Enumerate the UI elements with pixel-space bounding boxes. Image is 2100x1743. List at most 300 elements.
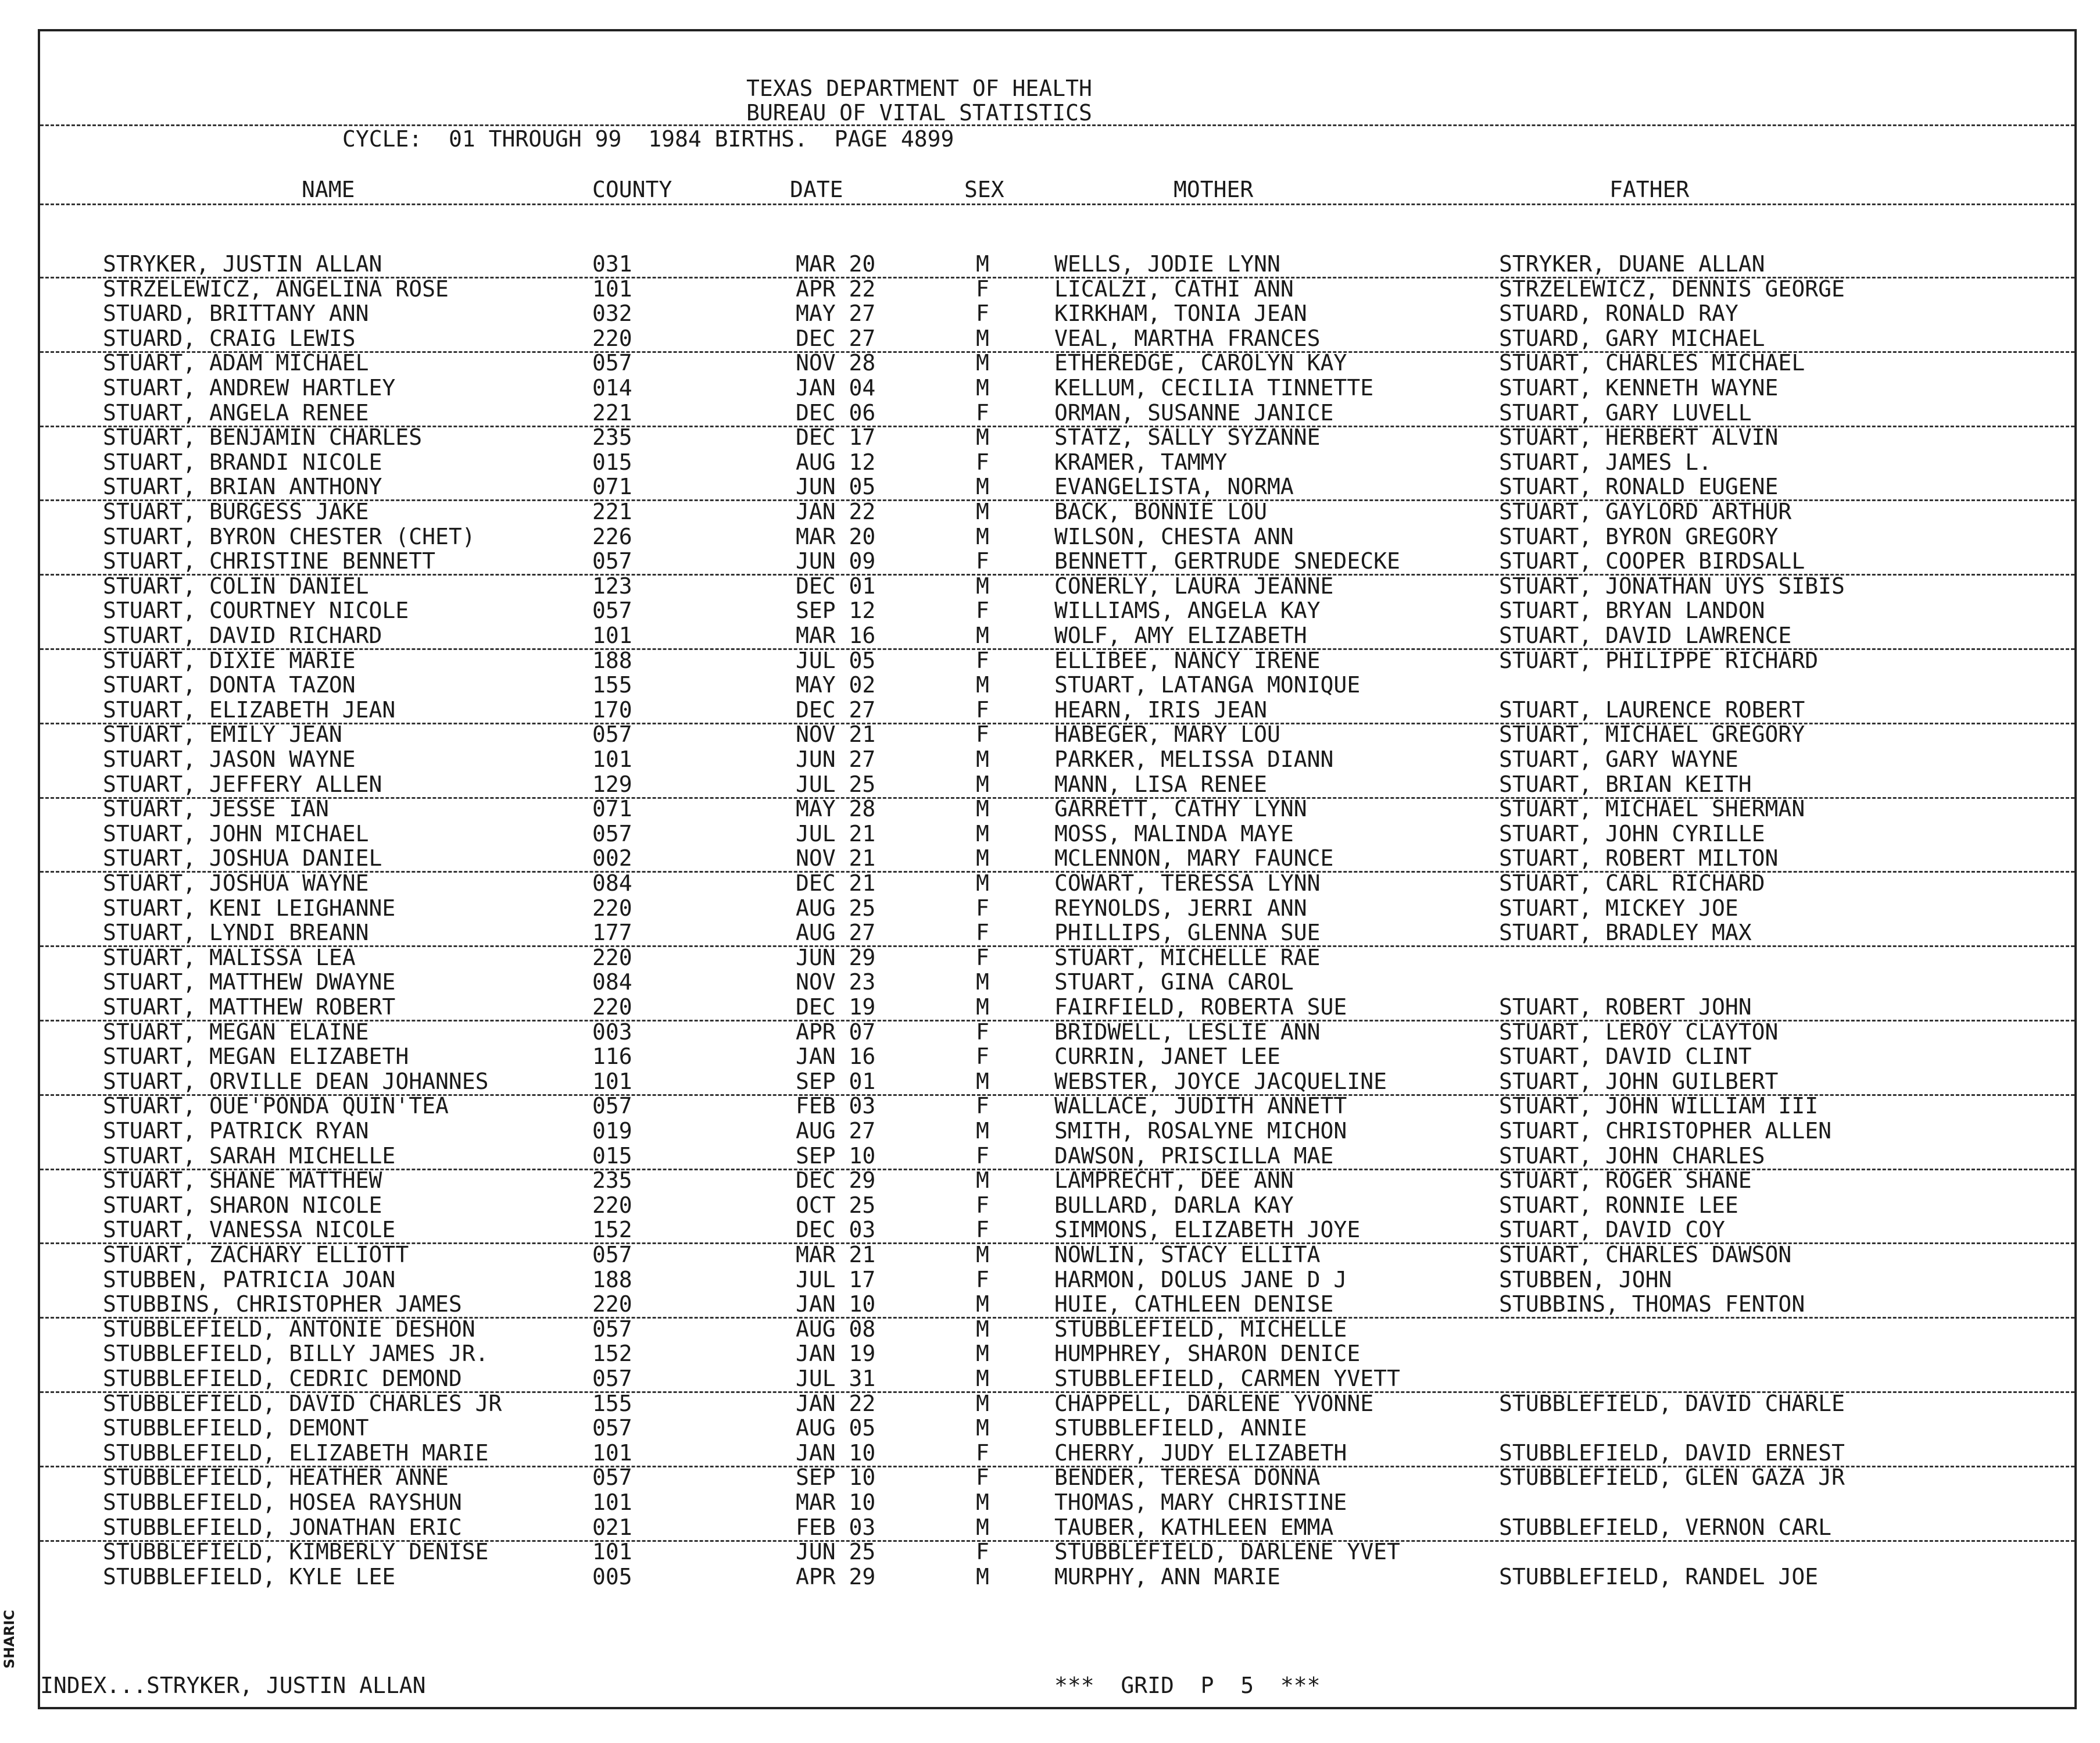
cell-date: OCT 25: [796, 1192, 876, 1218]
cell-father: STUART, LEROY CLAYTON: [1499, 1019, 1779, 1045]
table-row: [40, 401, 2074, 427]
cell-name: STUART, KENI LEIGHANNE: [103, 895, 396, 921]
cell-date: FEB 03: [796, 1514, 876, 1540]
cell-father: STUBBINS, THOMAS FENTON: [1499, 1291, 1805, 1317]
cell-sex: M: [976, 623, 989, 648]
cell-mother: PHILLIPS, GLENNA SUE: [1054, 920, 1321, 946]
cell-father: STUART, LAURENCE ROBERT: [1499, 697, 1805, 723]
col-father: FATHER: [1609, 177, 1690, 202]
cell-date: MAR 21: [796, 1242, 876, 1267]
cell-father: STRZELEWICZ, DENNIS GEORGE: [1499, 276, 1845, 302]
cell-date: SEP 01: [796, 1068, 876, 1094]
col-county: COUNTY: [592, 177, 672, 202]
cell-county: 170: [592, 697, 632, 723]
cell-county: 015: [592, 449, 632, 475]
cell-county: 101: [592, 1490, 632, 1515]
cell-name: STUART, JOSHUA WAYNE: [103, 870, 369, 896]
cell-county: 101: [592, 276, 632, 302]
cell-county: 129: [592, 771, 632, 797]
cell-sex: F: [976, 1192, 989, 1218]
header-title: TEXAS DEPARTMENT OF HEALTH: [746, 76, 1092, 101]
table-row: [40, 1268, 2074, 1292]
cell-sex: F: [976, 449, 989, 475]
cell-date: MAR 10: [796, 1490, 876, 1515]
cell-sex: F: [976, 1266, 989, 1292]
cell-name: STUART, PATRICK RYAN: [103, 1118, 369, 1144]
cell-sex: M: [976, 1390, 989, 1416]
cell-name: STUBBEN, PATRICIA JOAN: [103, 1266, 396, 1292]
cell-father: STUBBLEFIELD, GLEN GAZA JR: [1499, 1465, 1845, 1491]
cell-father: STUART, GAYLORD ARTHUR: [1499, 499, 1792, 524]
cell-sex: M: [976, 1242, 989, 1267]
table-row: [40, 1070, 2074, 1096]
cell-sex: F: [976, 647, 989, 673]
cell-mother: MANN, LISA RENEE: [1054, 771, 1268, 797]
cell-date: SEP 12: [796, 598, 876, 624]
cell-mother: COWART, TERESSA LYNN: [1054, 870, 1321, 896]
table-row: [40, 1218, 2074, 1244]
cell-sex: F: [976, 697, 989, 723]
cell-father: STUART, GARY WAYNE: [1499, 747, 1738, 772]
table-row: [40, 426, 2074, 450]
cell-date: JUN 09: [796, 548, 876, 574]
cell-county: 116: [592, 1044, 632, 1070]
table-row: [40, 1540, 2074, 1565]
cell-father: STUART, RONALD EUGENE: [1499, 474, 1779, 500]
cell-mother: THOMAS, MARY CHRISTINE: [1054, 1490, 1347, 1515]
cell-county: 057: [592, 350, 632, 376]
cell-sex: F: [976, 722, 989, 748]
cell-date: JUL 31: [796, 1366, 876, 1391]
cell-name: STUBBLEFIELD, KYLE LEE: [103, 1563, 396, 1590]
cell-sex: M: [976, 870, 989, 896]
cell-mother: DAWSON, PRISCILLA MAE: [1054, 1142, 1334, 1169]
table-row: [40, 624, 2074, 650]
cell-sex: F: [976, 944, 989, 970]
cell-sex: M: [976, 424, 989, 451]
table-row: [40, 797, 2074, 822]
cell-sex: M: [976, 994, 989, 1020]
cell-county: 235: [592, 1167, 632, 1194]
cell-sex: M: [976, 1341, 989, 1367]
cell-name: STUBBLEFIELD, KIMBERLY DENISE: [103, 1539, 489, 1565]
side-label: SHARIC: [1, 1610, 17, 1669]
cell-mother: KIRKHAM, TONIA JEAN: [1054, 301, 1307, 327]
cell-county: 220: [592, 994, 632, 1020]
cell-father: STUART, CHRISTOPHER ALLEN: [1499, 1118, 1831, 1144]
cell-mother: CONERLY, LAURA JEANNE: [1054, 573, 1334, 599]
cell-mother: ELLIBEE, NANCY IRENE: [1054, 647, 1321, 673]
cell-county: 101: [592, 1068, 632, 1094]
cell-date: MAR 20: [796, 523, 876, 549]
cell-date: SEP 10: [796, 1142, 876, 1169]
table-row: [40, 723, 2074, 747]
cell-name: STUART, MATTHEW ROBERT: [103, 994, 396, 1020]
cell-name: STUART, SARAH MICHELLE: [103, 1142, 396, 1169]
cell-mother: STUBBLEFIELD, CARMEN YVETT: [1054, 1366, 1400, 1391]
cell-name: STUART, MEGAN ELAINE: [103, 1019, 369, 1045]
cell-father: STRYKER, DUANE ALLAN: [1499, 251, 1765, 277]
cell-father: STUART, KENNETH WAYNE: [1499, 375, 1779, 401]
cell-father: STUARD, RONALD RAY: [1499, 301, 1738, 327]
cell-county: 101: [592, 1440, 632, 1466]
cell-name: STUART, BYRON CHESTER (CHET): [103, 523, 475, 549]
table-row: [40, 773, 2074, 799]
cell-county: 220: [592, 1291, 632, 1317]
cell-mother: STUBBLEFIELD, MICHELLE: [1054, 1316, 1347, 1342]
cell-date: DEC 03: [796, 1217, 876, 1243]
cell-date: NOV 21: [796, 722, 876, 748]
table-row: [40, 748, 2074, 772]
cell-name: STUART, COURTNEY NICOLE: [103, 598, 409, 624]
cell-date: JAN 22: [796, 499, 876, 524]
table-row: [40, 822, 2074, 847]
cell-name: STUART, JESSE IAN: [103, 796, 329, 822]
cell-mother: PARKER, MELISSA DIANN: [1054, 747, 1334, 772]
table-row: [40, 549, 2074, 576]
table-row: [40, 970, 2074, 995]
cell-sex: M: [976, 796, 989, 822]
cell-name: STUBBLEFIELD, DAVID CHARLES JR: [103, 1390, 502, 1416]
cell-mother: CHAPPELL, DARLENE YVONNE: [1054, 1390, 1374, 1416]
cell-name: STUART, JASON WAYNE: [103, 747, 356, 772]
cell-mother: CHERRY, JUDY ELIZABETH: [1054, 1440, 1347, 1466]
cell-date: JUN 27: [796, 747, 876, 772]
cell-county: 032: [592, 301, 632, 327]
cell-name: STUBBLEFIELD, ANTONIE DESHON: [103, 1316, 475, 1342]
cell-father: STUART, DAVID LAWRENCE: [1499, 623, 1792, 648]
cell-sex: M: [976, 1167, 989, 1194]
table-row: [40, 1392, 2074, 1416]
cell-sex: F: [976, 920, 989, 946]
cell-county: 014: [592, 375, 632, 401]
table-row: [40, 1144, 2074, 1170]
cell-county: 057: [592, 1093, 632, 1119]
cell-mother: HUMPHREY, SHARON DENICE: [1054, 1341, 1361, 1367]
cell-sex: F: [976, 399, 989, 426]
cycle-line: CYCLE: 01 THROUGH 99 1984 BIRTHS. PAGE 4899: [342, 126, 954, 152]
cell-name: STUART, JOHN MICHAEL: [103, 820, 369, 847]
cell-mother: HEARN, IRIS JEAN: [1054, 697, 1268, 723]
cell-mother: BENDER, TERESA DONNA: [1054, 1465, 1321, 1491]
table-row: [40, 302, 2074, 326]
footer-grid: *** GRID P 5 ***: [1054, 1673, 1321, 1698]
cell-date: DEC 27: [796, 697, 876, 723]
cell-county: 031: [592, 251, 632, 277]
cell-date: DEC 06: [796, 399, 876, 426]
cell-mother: VEAL, MARTHA FRANCES: [1054, 325, 1321, 351]
cell-father: STUART, ROBERT MILTON: [1499, 845, 1779, 872]
cell-mother: GARRETT, CATHY LYNN: [1054, 796, 1307, 822]
cell-county: 155: [592, 672, 632, 698]
cell-sex: F: [976, 1539, 989, 1565]
table-row: [40, 525, 2074, 549]
cell-county: 152: [592, 1341, 632, 1367]
cell-county: 152: [592, 1217, 632, 1243]
cell-mother: HARMON, DOLUS JANE D J: [1054, 1266, 1347, 1292]
cell-date: JAN 10: [796, 1440, 876, 1466]
cell-father: STUBBLEFIELD, RANDEL JOE: [1499, 1563, 1819, 1590]
cell-date: JUL 25: [796, 771, 876, 797]
cell-mother: STUART, LATANGA MONIQUE: [1054, 672, 1361, 698]
cell-mother: WILSON, CHESTA ANN: [1054, 523, 1294, 549]
cell-father: STUBBLEFIELD, VERNON CARL: [1499, 1514, 1831, 1540]
cell-mother: EVANGELISTA, NORMA: [1054, 474, 1294, 500]
cell-mother: BACK, BONNIE LOU: [1054, 499, 1268, 524]
cell-date: JUL 21: [796, 820, 876, 847]
cell-mother: WEBSTER, JOYCE JACQUELINE: [1054, 1068, 1387, 1094]
table-row: [40, 1317, 2074, 1342]
cell-sex: F: [976, 548, 989, 574]
cell-name: STUARD, BRITTANY ANN: [103, 301, 369, 327]
cell-sex: M: [976, 251, 989, 277]
table-row: [40, 1194, 2074, 1218]
cell-father: STUART, BRADLEY MAX: [1499, 920, 1752, 946]
cell-mother: WELLS, JODIE LYNN: [1054, 251, 1280, 277]
cell-name: STUBBLEFIELD, ELIZABETH MARIE: [103, 1440, 489, 1466]
cell-sex: F: [976, 1440, 989, 1466]
cell-date: NOV 21: [796, 845, 876, 872]
cell-father: STUART, BRIAN KEITH: [1499, 771, 1752, 797]
cell-name: STUBBLEFIELD, BILLY JAMES JR.: [103, 1341, 489, 1367]
table-row: [40, 921, 2074, 947]
cell-name: STUBBLEFIELD, HOSEA RAYSHUN: [103, 1490, 462, 1515]
cell-county: 123: [592, 573, 632, 599]
cell-mother: CURRIN, JANET LEE: [1054, 1044, 1280, 1070]
cell-name: STUART, ANGELA RENEE: [103, 399, 369, 426]
cell-father: STUART, PHILIPPE RICHARD: [1499, 647, 1819, 673]
cell-father: STUART, DAVID CLINT: [1499, 1044, 1752, 1070]
table-row: [40, 277, 2074, 302]
cell-date: AUG 05: [796, 1415, 876, 1441]
cell-father: STUARD, GARY MICHAEL: [1499, 325, 1765, 351]
cell-date: DEC 29: [796, 1167, 876, 1194]
cell-sex: M: [976, 1366, 989, 1391]
cell-county: 071: [592, 796, 632, 822]
cell-mother: LICALZI, CATHI ANN: [1054, 276, 1294, 302]
table-row: [40, 649, 2074, 673]
cell-father: STUART, MICHAEL GREGORY: [1499, 722, 1805, 748]
table-row: [40, 1342, 2074, 1366]
cell-date: DEC 27: [796, 325, 876, 351]
cell-name: STUART, LYNDI BREANN: [103, 920, 369, 946]
table-row: [40, 500, 2074, 524]
cell-father: STUBBLEFIELD, DAVID CHARLE: [1499, 1390, 1845, 1416]
table-row: [40, 1243, 2074, 1267]
cell-date: JUN 29: [796, 944, 876, 970]
cell-county: 057: [592, 1316, 632, 1342]
header-bureau: BUREAU OF VITAL STATISTICS: [746, 100, 1092, 126]
table-row: [40, 1516, 2074, 1542]
cell-sex: M: [976, 1118, 989, 1144]
cell-sex: M: [976, 969, 989, 995]
table-row: [40, 1441, 2074, 1467]
cell-name: STUART, EMILY JEAN: [103, 722, 342, 748]
cell-sex: F: [976, 276, 989, 302]
cell-county: 057: [592, 1465, 632, 1491]
divider: [40, 203, 2074, 205]
cell-name: STUBBLEFIELD, HEATHER ANNE: [103, 1465, 449, 1491]
cell-date: MAR 20: [796, 251, 876, 277]
table-row: [40, 327, 2074, 353]
cell-mother: MOSS, MALINDA MAYE: [1054, 820, 1294, 847]
cell-name: STUART, DONTA TAZON: [103, 672, 356, 698]
cell-mother: HABEGER, MARY LOU: [1054, 722, 1280, 748]
cell-sex: M: [976, 499, 989, 524]
cell-date: APR 07: [796, 1019, 876, 1045]
table-row: [40, 896, 2074, 921]
cell-sex: M: [976, 1068, 989, 1094]
cell-mother: KELLUM, CECILIA TINNETTE: [1054, 375, 1374, 401]
table-row: [40, 698, 2074, 724]
cell-date: NOV 23: [796, 969, 876, 995]
cell-father: STUART, BRYAN LANDON: [1499, 598, 1765, 624]
cell-sex: F: [976, 895, 989, 921]
cell-date: JUL 17: [796, 1266, 876, 1292]
cell-county: 057: [592, 820, 632, 847]
cell-county: 057: [592, 598, 632, 624]
cell-date: APR 29: [796, 1563, 876, 1590]
cell-sex: M: [976, 325, 989, 351]
cell-father: STUART, JOHN WILLIAM III: [1499, 1093, 1819, 1119]
cell-sex: M: [976, 771, 989, 797]
cell-mother: TAUBER, KATHLEEN EMMA: [1054, 1514, 1334, 1540]
cell-father: STUART, CARL RICHARD: [1499, 870, 1765, 896]
cell-mother: ORMAN, SUSANNE JANICE: [1054, 399, 1334, 426]
cell-father: STUART, MICKEY JOE: [1499, 895, 1738, 921]
table-row: [40, 376, 2074, 401]
cell-father: STUART, CHARLES DAWSON: [1499, 1242, 1792, 1267]
cell-date: AUG 27: [796, 920, 876, 946]
cell-county: 188: [592, 647, 632, 673]
cell-name: STUBBINS, CHRISTOPHER JAMES: [103, 1291, 462, 1317]
table-row: [40, 1292, 2074, 1319]
cell-date: MAR 16: [796, 623, 876, 648]
cell-mother: MCLENNON, MARY FAUNCE: [1054, 845, 1334, 872]
cell-name: STUART, SHARON NICOLE: [103, 1192, 382, 1218]
cell-name: STUART, SHANE MATTHEW: [103, 1167, 382, 1194]
table-row: [40, 1416, 2074, 1441]
cell-county: 015: [592, 1142, 632, 1169]
cell-county: 084: [592, 870, 632, 896]
cell-date: JAN 10: [796, 1291, 876, 1317]
cell-date: JAN 04: [796, 375, 876, 401]
cell-sex: M: [976, 474, 989, 500]
cell-father: STUART, JONATHAN UYS SIBIS: [1499, 573, 1845, 599]
cell-mother: WILLIAMS, ANGELA KAY: [1054, 598, 1321, 624]
cell-county: 220: [592, 325, 632, 351]
cell-date: MAY 02: [796, 672, 876, 698]
table-row: [40, 574, 2074, 599]
cell-date: AUG 12: [796, 449, 876, 475]
table-row: [40, 1367, 2074, 1393]
cell-name: STUART, BURGESS JAKE: [103, 499, 369, 524]
cell-mother: FAIRFIELD, ROBERTA SUE: [1054, 994, 1347, 1020]
cell-date: AUG 27: [796, 1118, 876, 1144]
cell-county: 005: [592, 1563, 632, 1590]
footer-index: INDEX...STRYKER, JUSTIN ALLAN: [40, 1673, 426, 1698]
cell-father: STUART, JAMES L.: [1499, 449, 1712, 475]
cell-date: AUG 25: [796, 895, 876, 921]
cell-sex: M: [976, 1563, 989, 1590]
cell-date: JAN 22: [796, 1390, 876, 1416]
cell-sex: M: [976, 747, 989, 772]
cell-name: STUART, MEGAN ELIZABETH: [103, 1044, 409, 1070]
cell-county: 084: [592, 969, 632, 995]
cell-mother: NOWLIN, STACY ELLITA: [1054, 1242, 1321, 1267]
cell-date: DEC 01: [796, 573, 876, 599]
cell-father: STUART, BYRON GREGORY: [1499, 523, 1779, 549]
cell-date: MAY 28: [796, 796, 876, 822]
cell-county: 021: [592, 1514, 632, 1540]
table-row: [40, 475, 2074, 501]
cell-father: STUART, ROBERT JOHN: [1499, 994, 1752, 1020]
cell-county: 221: [592, 499, 632, 524]
cell-county: 057: [592, 548, 632, 574]
cell-mother: WALLACE, JUDITH ANNETT: [1054, 1093, 1347, 1119]
cell-sex: M: [976, 375, 989, 401]
col-date: DATE: [790, 177, 843, 202]
cell-mother: SMITH, ROSALYNE MICHON: [1054, 1118, 1347, 1144]
cell-name: STUARD, CRAIG LEWIS: [103, 325, 356, 351]
table-row: [40, 847, 2074, 873]
cell-mother: STUBBLEFIELD, DARLENE YVET: [1054, 1539, 1400, 1565]
cell-mother: WOLF, AMY ELIZABETH: [1054, 623, 1307, 648]
cell-sex: M: [976, 1490, 989, 1515]
cell-father: STUART, ROGER SHANE: [1499, 1167, 1752, 1194]
table-row: [40, 1565, 2074, 1590]
cell-name: STUART, CHRISTINE BENNETT: [103, 548, 435, 574]
cell-mother: STUBBLEFIELD, ANNIE: [1054, 1415, 1307, 1441]
cell-mother: HUIE, CATHLEEN DENISE: [1054, 1291, 1334, 1317]
cell-county: 101: [592, 747, 632, 772]
table-row: [40, 872, 2074, 896]
cell-sex: F: [976, 1044, 989, 1070]
cell-father: STUART, COOPER BIRDSALL: [1499, 548, 1805, 574]
cell-county: 057: [592, 1415, 632, 1441]
cell-name: STUART, VANESSA NICOLE: [103, 1217, 396, 1243]
cell-father: STUART, DAVID COY: [1499, 1217, 1725, 1243]
cell-name: STUART, MATTHEW DWAYNE: [103, 969, 396, 995]
cell-name: STUART, MALISSA LEA: [103, 944, 356, 970]
cell-father: STUART, RONNIE LEE: [1499, 1192, 1738, 1218]
cell-sex: F: [976, 1019, 989, 1045]
col-name: NAME: [302, 177, 355, 202]
cell-name: STUART, ANDREW HARTLEY: [103, 375, 396, 401]
cell-name: STUART, DIXIE MARIE: [103, 647, 356, 673]
table-row: [40, 673, 2074, 698]
cell-mother: STUART, MICHELLE RAE: [1054, 944, 1321, 970]
cell-date: FEB 03: [796, 1093, 876, 1119]
cell-name: STUART, BRIAN ANTHONY: [103, 474, 382, 500]
cell-name: STUART, COLIN DANIEL: [103, 573, 369, 599]
cell-sex: F: [976, 1465, 989, 1491]
cell-name: STUART, ELIZABETH JEAN: [103, 697, 396, 723]
cell-county: 220: [592, 895, 632, 921]
cell-date: JAN 16: [796, 1044, 876, 1070]
cell-sex: F: [976, 1142, 989, 1169]
cell-county: 177: [592, 920, 632, 946]
cell-father: STUBBLEFIELD, DAVID ERNEST: [1499, 1440, 1845, 1466]
col-sex: SEX: [964, 177, 1004, 202]
cell-county: 057: [592, 722, 632, 748]
cell-name: STUART, ADAM MICHAEL: [103, 350, 369, 376]
cell-mother: BULLARD, DARLA KAY: [1054, 1192, 1294, 1218]
cell-name: STUBBLEFIELD, DEMONT: [103, 1415, 369, 1441]
cell-date: DEC 19: [796, 994, 876, 1020]
cell-mother: BRIDWELL, LESLIE ANN: [1054, 1019, 1321, 1045]
cell-mother: LAMPRECHT, DEE ANN: [1054, 1167, 1294, 1194]
